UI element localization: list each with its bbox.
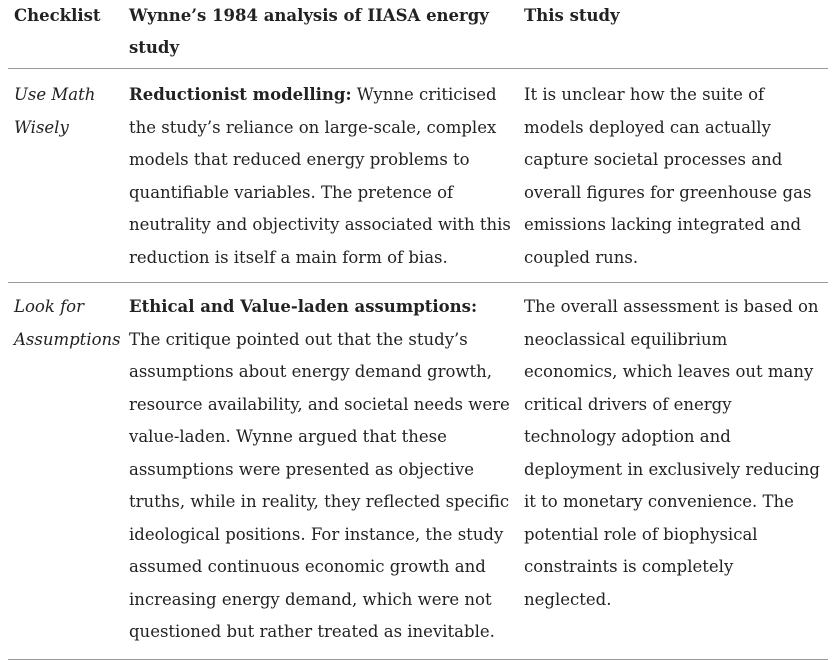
this-study-cell: It is unclear how the suite of models deployed can actually capture societal processes and overall figures for greenhouse gas emissions lacking integrated and coupled runs. bbox=[518, 69, 828, 283]
header-checklist: Checklist bbox=[8, 0, 123, 69]
comparison-table bbox=[8, 0, 828, 660]
analysis-cell bbox=[123, 283, 518, 660]
this-study-cell: The overall assessment is based on neoclassical equilibrium economics, which leaves out many critical drivers of energy technology adoption and deployment in exclusively reducing it to monetary convenience. The potential role of biophysical constraints is completely neglected. bbox=[518, 283, 828, 660]
analysis-text: The critique pointed out that the study’s assumptions about energy demand growth, resource availability, and societal needs were value-laden. Wynne argued that these assumptions were presented as objective truths, while in reality, they reflected specific ideological positions. For instance, the study assumed continuous economic growth and increasing energy demand, which were not questioned but rather treated as inevitable. bbox=[129, 329, 510, 641]
table-header bbox=[8, 0, 828, 69]
table-row bbox=[8, 283, 828, 660]
analysis-text: Wynne criticised the study’s reliance on large-scale, complex models that reduced energy problems to quantifiable variables. The pretence of neutrality and objectivity associated with this reduction is itself a main form of bias. bbox=[129, 85, 511, 267]
checklist-cell: Look for Assumptions bbox=[8, 283, 123, 660]
header-row bbox=[8, 0, 828, 69]
analysis-lead: Reductionist modelling: bbox=[129, 85, 352, 104]
table-body bbox=[8, 69, 828, 660]
table-row bbox=[8, 69, 828, 283]
analysis-lead: Ethical and Value-laden assumptions: bbox=[129, 297, 478, 316]
header-this-study: This study bbox=[518, 0, 828, 69]
analysis-cell bbox=[123, 69, 518, 283]
header-wynne-analysis: Wynne’s 1984 analysis of IIASA energy study bbox=[123, 0, 518, 69]
checklist-cell: Use Math Wisely bbox=[8, 69, 123, 283]
